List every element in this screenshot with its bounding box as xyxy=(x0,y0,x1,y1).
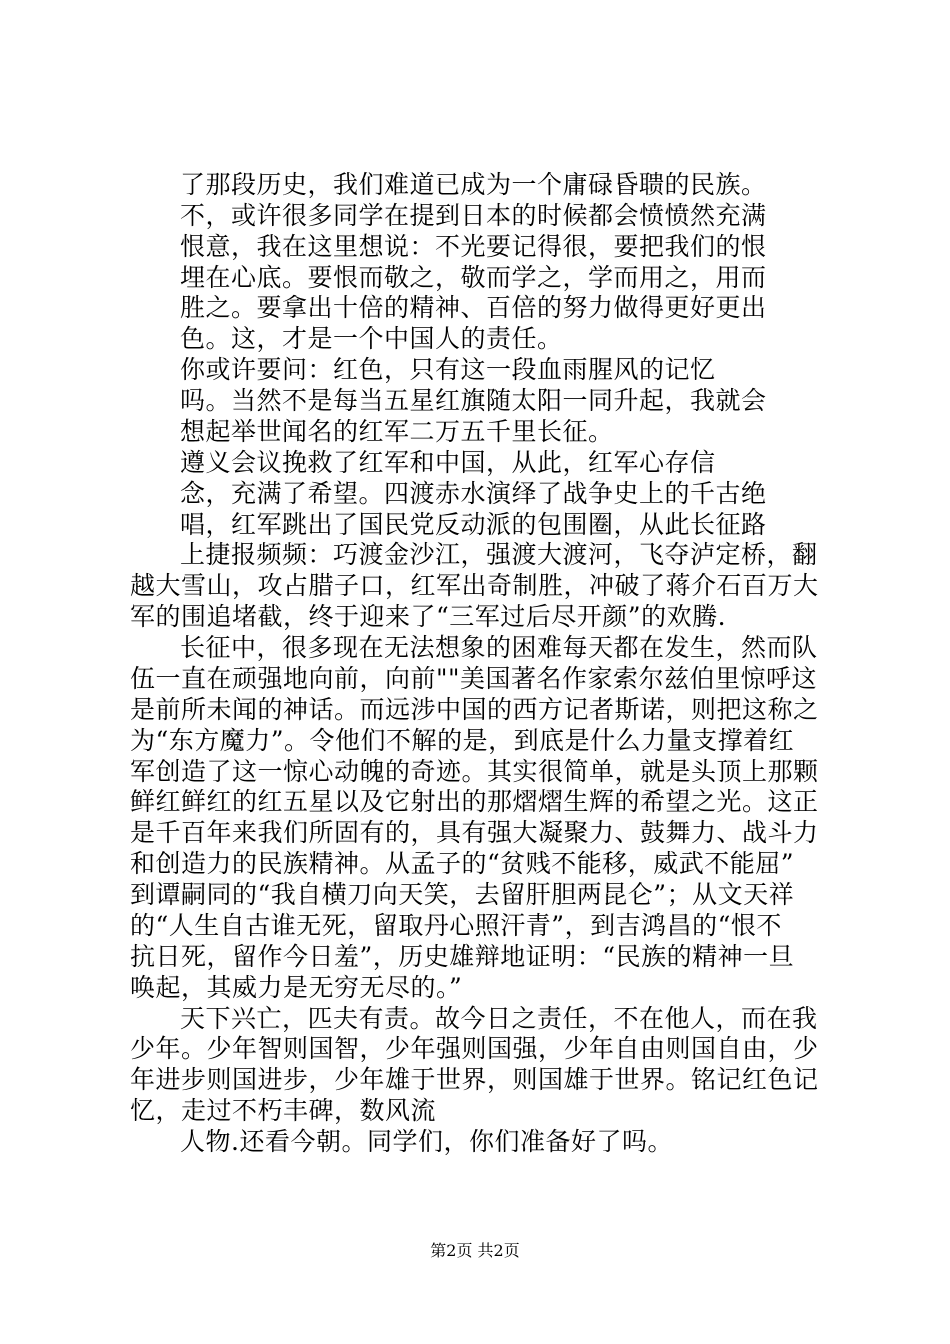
text-line: 长征中，很多现在无法想象的困难每天都在发生，然而队 xyxy=(180,633,818,662)
text-line: 的“人生自古谁无死，留取丹心照汗青”，到吉鸿昌的“恨不 xyxy=(130,911,782,940)
text-line: 鲜红鲜红的红五星以及它射出的那熠熠生辉的希望之光。这正 xyxy=(130,787,819,816)
text-line: 人物.还看今朝。同学们，你们准备好了吗。 xyxy=(180,1127,673,1156)
text-line: 念，充满了希望。四渡赤水演绎了战争史上的千古绝 xyxy=(180,479,767,508)
text-line: 到谭嗣同的“我自横刀向天笑，去留肝胆两昆仑”；从文天祥 xyxy=(130,880,795,909)
text-line: 遵义会议挽救了红军和中国，从此，红军心存信 xyxy=(180,448,716,477)
text-line: 伍一直在顽强地向前，向前""美国著名作家索尔兹伯里惊呼这 xyxy=(130,664,818,693)
page-footer: 第2页 共2页 xyxy=(430,1241,520,1260)
text-line: 越大雪山，攻占腊子口，红军出奇制胜，冲破了蒋介石百万大 xyxy=(130,571,819,600)
text-line: 忆，走过不朽丰碑，数风流 xyxy=(130,1096,437,1125)
text-line: 不，或许很多同学在提到日本的时候都会愤愤然充满 xyxy=(180,201,767,230)
text-line: 唱，红军跳出了国民党反动派的包围圈，从此长征路 xyxy=(180,510,767,539)
text-line: 恨意，我在这里想说：不光要记得很，要把我们的恨 xyxy=(180,232,767,261)
text-line: 了那段历史，我们难道已成为一个庸碌昏聩的民族。 xyxy=(180,170,767,199)
text-line: 想起举世闻名的红军二万五千里长征。 xyxy=(180,417,614,446)
text-line: 胜之。要拿出十倍的精神、百倍的努力做得更好更出 xyxy=(180,293,767,322)
text-line: 你或许要问：红色，只有这一段血雨腥风的记忆 xyxy=(180,355,716,384)
text-line: 上捷报频频：巧渡金沙江，强渡大渡河，飞夺泸定桥，翻 xyxy=(180,540,818,569)
text-line: 吗。当然不是每当五星红旗随太阳一同升起，我就会 xyxy=(180,386,767,415)
text-line: 色。这，才是一个中国人的责任。 xyxy=(180,324,563,353)
text-line: 和创造力的民族精神。从孟子的“贫贱不能移，威武不能屈” xyxy=(130,849,795,878)
text-line: 军创造了这一惊心动魄的奇迹。其实很简单，就是头顶上那颗 xyxy=(130,757,819,786)
text-line: 为“东方魔力”。令他们不解的是，到底是什么力量支撑着红 xyxy=(130,726,795,755)
text-line: 天下兴亡，匹夫有责。故今日之责任，不在他人，而在我 xyxy=(180,1004,818,1033)
text-line: 埋在心底。要恨而敬之，敬而学之，学而用之，用而 xyxy=(180,263,767,292)
text-line: 是千百年来我们所固有的，具有强大凝聚力、鼓舞力、战斗力 xyxy=(130,818,819,847)
text-line: 唤起，其威力是无穷无尽的。” xyxy=(130,973,463,1002)
text-line: 年进步则国进步，少年雄于世界，则国雄于世界。铭记红色记 xyxy=(130,1065,819,1094)
text-line: 是前所未闻的神话。而远涉中国的西方记者斯诺，则把这称之 xyxy=(130,695,819,724)
text-line: 少年。少年智则国智，少年强则国强，少年自由则国自由，少 xyxy=(130,1034,819,1063)
text-line: 抗日死，留作今日羞”，历史雄辩地证明：“民族的精神一旦 xyxy=(130,942,795,971)
text-line: 军的围追堵截，终于迎来了“三军过后尽开颜”的欢腾. xyxy=(130,602,727,631)
